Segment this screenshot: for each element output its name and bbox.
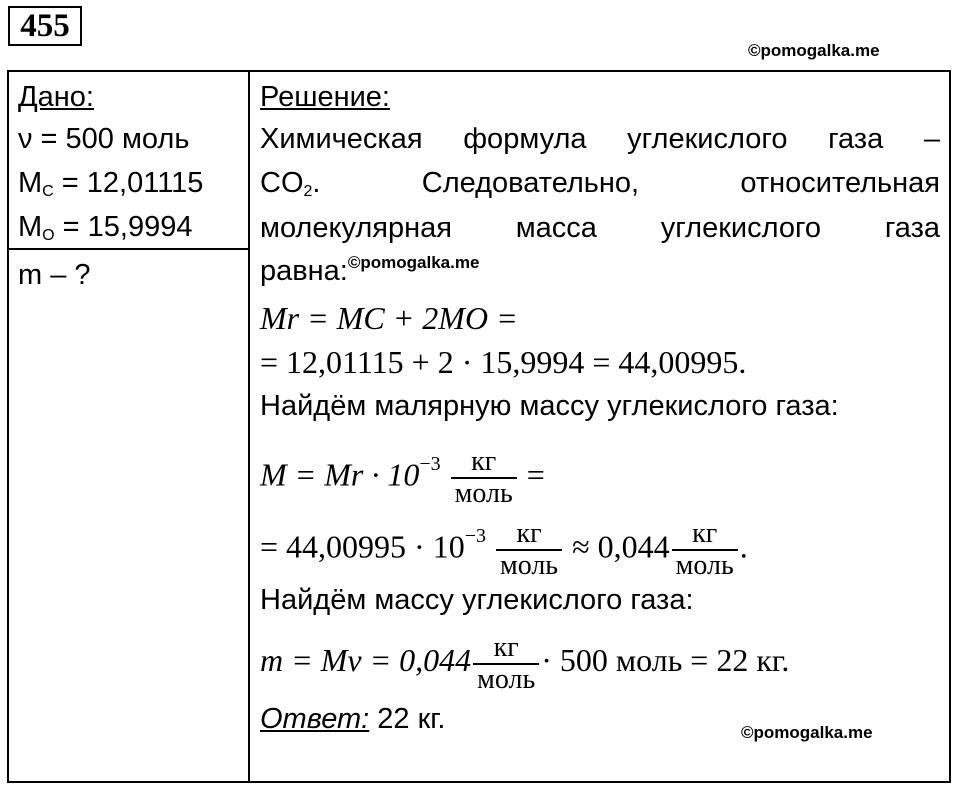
equation-mass: m = Mν = 0,044 $\frac{кг}{\text{моль}}$ · 500 моль = 22 кг. <box>260 631 790 695</box>
para1-line1: Химическая формула углекислого газа – <box>260 123 940 155</box>
equation-m: $M = Mr \cdot 10^{-3}$ $\frac{кг}{\text{моль}}$ = <box>260 446 545 510</box>
table-divider-vertical <box>248 70 250 783</box>
equation-m-value: = $44,00995 \cdot 10^{-3}$ $\frac{кг}{\text{моль}}$ ≈ 0,044 $\frac{кг}{\text{моль}}$ . <box>260 518 748 582</box>
given-mc: $M_C = 12,01115$ <box>18 167 204 200</box>
watermark-mid: ©pomogalka.me <box>347 253 480 272</box>
para1-line3: молекулярная масса углекислого газа <box>260 212 940 244</box>
equation-mr: Mr = MC + 2MO = <box>260 300 518 336</box>
para1-line4: равна:$^{©pomogalka.me}$ <box>260 253 480 287</box>
problem-number: 455 <box>8 6 82 46</box>
text-mass: Найдём массу углекислого газа: <box>260 584 694 616</box>
find-m: m – ? <box>18 259 91 291</box>
equation-mr-value: = 12,01115 + 2 · 15,9994 = 44,00995. <box>260 344 747 380</box>
watermark-top: ©pomogalka.me <box>748 41 880 60</box>
watermark-bottom: ©pomogalka.me <box>741 723 873 742</box>
given-nu: ν = 500 моль <box>18 123 190 155</box>
text-molar-mass: Найдём малярную массу углекислого газа: <box>260 390 839 422</box>
given-heading: Дано: <box>18 81 94 113</box>
answer: Ответ: 22 кг. <box>260 703 446 735</box>
given-mo: $M_O = 15,9994$ <box>18 211 193 244</box>
solution-heading: Решение: <box>260 81 390 113</box>
para1-line2: $CO_2$. Следовательно, относительная <box>260 167 940 200</box>
